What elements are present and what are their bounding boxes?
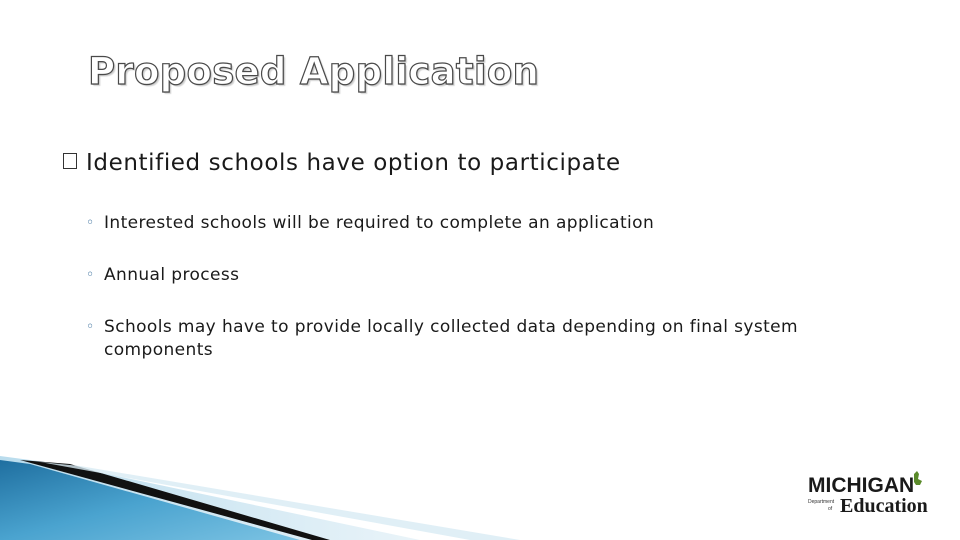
sub-bullet-text: Interested schools will be required to complete an application [104, 213, 655, 233]
sub-bullet [86, 264, 824, 287]
michigan-map-icon [914, 471, 922, 485]
logo-small2: of [828, 506, 833, 512]
slide-title: Proposed Application [88, 50, 540, 93]
logo-line1: MICHIGAN [808, 474, 915, 497]
logo-small1: Department [808, 499, 835, 505]
checkbox-bullet-icon [63, 153, 77, 169]
circle-bullet-icon: ◦ [86, 267, 95, 283]
main-bullet-text: Identified schools have option to participate [86, 150, 621, 176]
sub-bullet-text: Schools may have to provide locally collected data depending on final system components [104, 317, 799, 360]
sub-bullet-text: Annual process [104, 265, 240, 285]
michigan-education-logo [806, 470, 942, 518]
corner-decoration [0, 450, 520, 540]
main-bullet [63, 150, 621, 176]
sub-bullet [86, 212, 824, 235]
circle-bullet-icon: ◦ [86, 319, 95, 335]
circle-bullet-icon: ◦ [86, 215, 95, 231]
sub-bullet [86, 316, 824, 362]
logo-line2: Education [840, 495, 928, 517]
